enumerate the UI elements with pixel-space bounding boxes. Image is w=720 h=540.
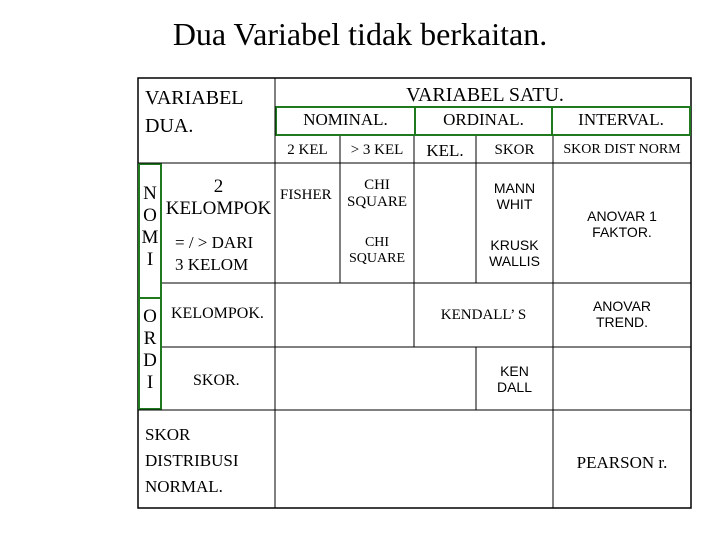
variabel-satu-label: VARIABEL SATU. bbox=[406, 84, 564, 106]
row-skor-distribusi-normal: SKOR DISTRIBUSI NORMAL. bbox=[145, 425, 239, 496]
interval-header: INTERVAL. bbox=[578, 110, 664, 129]
nominal-header: NOMINAL. bbox=[303, 110, 388, 129]
page-title: Dua Variabel tidak berkaitan. bbox=[172, 16, 548, 52]
col-skor: SKOR bbox=[494, 142, 535, 158]
ordinal-header: ORDINAL. bbox=[443, 110, 524, 129]
cell-krusk-wallis: KRUSK WALLIS bbox=[489, 237, 540, 270]
cell-kendalls: KENDALL’ S bbox=[440, 307, 527, 323]
row-2-kelompok: 2 KELOMPOK bbox=[165, 176, 272, 219]
ordinal-row-label: O R D I bbox=[143, 306, 157, 393]
cell-mann-whit: MANN WHIT bbox=[493, 180, 536, 213]
cell-chi-square-2: CHI SQUARE bbox=[348, 235, 405, 267]
cell-anovar-trend: ANOVAR TREND. bbox=[592, 298, 652, 331]
variabel-dua-label: VARIABEL DUA. bbox=[145, 87, 244, 137]
cell-anovar-1-faktor: ANOVAR 1 FAKTOR. bbox=[587, 208, 657, 241]
cell-ken-dall: KEN DALL bbox=[496, 363, 533, 396]
cell-pearson-r: PEARSON r. bbox=[576, 453, 668, 472]
cell-chi-square-1: CHI SQUARE bbox=[346, 177, 407, 211]
col-skor-dist-norm: SKOR DIST NORM bbox=[563, 142, 681, 157]
nominal-row-label: N O M I bbox=[141, 183, 159, 270]
cell-fisher: FISHER bbox=[280, 187, 332, 203]
row-kelompok: KELOMPOK. bbox=[171, 305, 264, 322]
col-kel: KEL. bbox=[426, 141, 464, 160]
row-skor: SKOR. bbox=[193, 372, 240, 389]
col-gt3-kel: > 3 KEL bbox=[350, 142, 404, 158]
col-2-kel: 2 KEL bbox=[287, 142, 328, 158]
row-gt-3-kelom: = / > DARI 3 KELOM bbox=[175, 233, 254, 274]
